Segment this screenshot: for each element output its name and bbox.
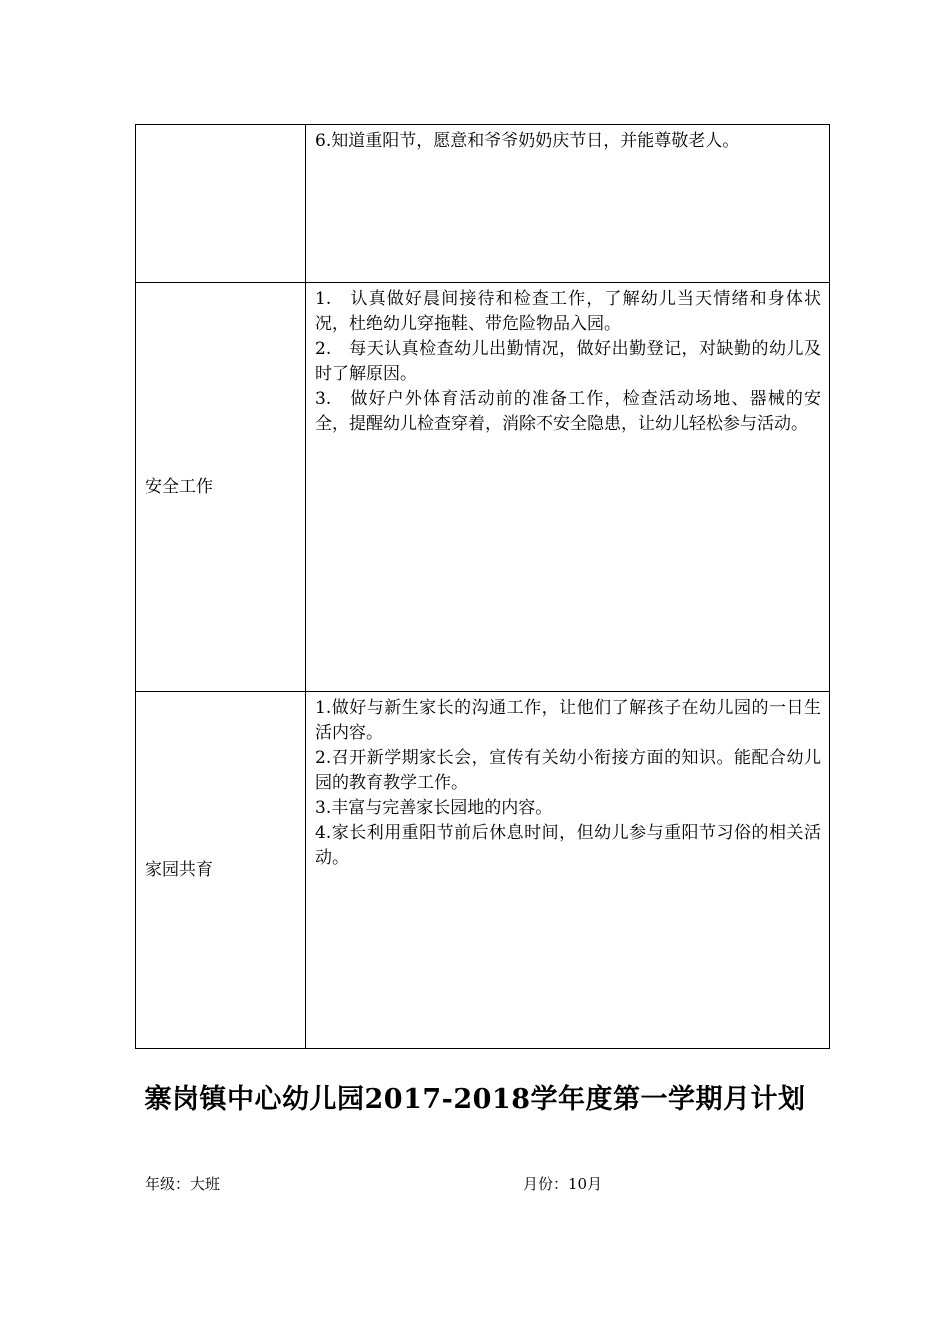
row-content-cell — [306, 692, 830, 1049]
document-title: 寨岗镇中心幼儿园2017-2018学年度第一学期月计划 — [144, 1084, 806, 1115]
row-label-safety: 安全工作 — [145, 477, 213, 497]
row-label-cell — [136, 283, 306, 692]
plan-table — [135, 124, 830, 1049]
list-item: 3. 做好户外体育活动前的准备工作，检查活动场地、器械的安全，提醒幼儿检查穿着，消除不安全隐患，让幼儿轻松参与活动。 — [315, 389, 821, 434]
row-label-home-school: 家园共育 — [145, 860, 213, 880]
table-row — [136, 692, 830, 1049]
grade-label: 年级：大班 — [145, 1175, 221, 1193]
row-label-cell — [136, 692, 306, 1049]
table-row — [136, 125, 830, 283]
row-label-cell — [136, 125, 306, 283]
list-item: 1. 认真做好晨间接待和检查工作，了解幼儿当天情绪和身体状况，杜绝幼儿穿拖鞋、带危险物品入园。 — [315, 289, 821, 334]
list-item: 2. 每天认真检查幼儿出勤情况，做好出勤登记，对缺勤的幼儿及时了解原因。 — [315, 339, 821, 384]
list-item: 4.家长利用重阳节前后休息时间，但幼儿参与重阳节习俗的相关活动。 — [315, 823, 821, 868]
list-item: 3.丰富与完善家长园地的内容。 — [315, 798, 553, 818]
month-label: 月份：10月 — [523, 1175, 603, 1193]
list-item: 1.做好与新生家长的沟通工作，让他们了解孩子在幼儿园的一日生活内容。 — [315, 698, 821, 743]
row-content-cell — [306, 283, 830, 692]
list-item: 2.召开新学期家长会，宣传有关幼小衔接方面的知识。能配合幼儿园的教育教学工作。 — [315, 748, 821, 793]
row-content-cell — [306, 125, 830, 283]
list-item: 6.知道重阳节，愿意和爷爷奶奶庆节日，并能尊敬老人。 — [315, 131, 740, 151]
table-row — [136, 283, 830, 692]
